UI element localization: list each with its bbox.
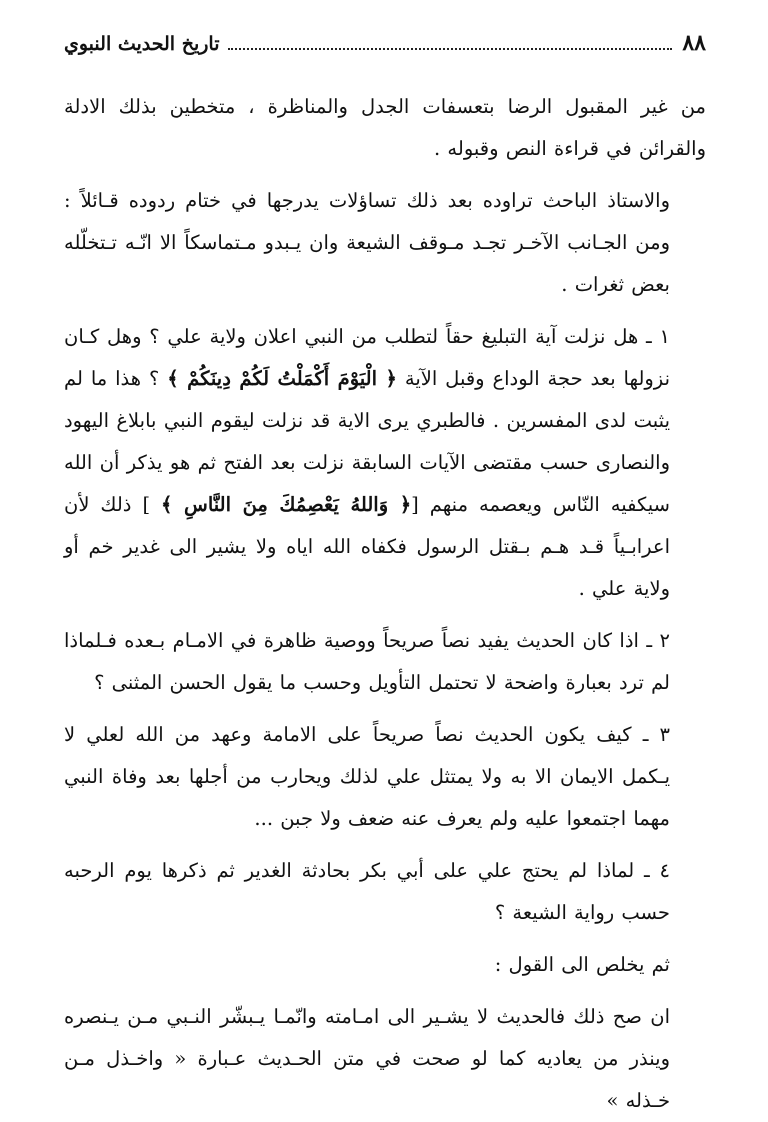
- paragraph-3-part-a: ١ ـ هل نزلت آية التبليغ حقاً لتطلب من النبي اعلان ولاية علي ؟ وهل كـان نزولها بعد حجة الوداع وقبل الآية: [64, 325, 670, 390]
- paragraph-8: ان صح ذلك فالحديث لا يشـير الى امـامته وانّمـا يـبشّر النـبي مـن يـنصره وينذر من يعاديه كما لو صحت في متن الحـديث عـبارة « واخـذل مـن خـذله »: [64, 1005, 670, 1112]
- header-dot-leader: [228, 36, 673, 50]
- paragraph-3-part-b: ؟ هذا ما لم يثبت لدى المفسرين . فالطبري يرى الاية قد نزلت ليقوم النبي بابلاغ اليهود والنصارى حسب مقتضى الآيات السابقة نزلت بعد الفتح ثم هو يذكر أن الله سيكفيه النّاس ويعصمه منهم [: [64, 367, 671, 516]
- paragraph-6-question-4: ٤ ـ لماذا لم يحتج علي على أبي بكر بحادثة الغدير ثم ذكرها يوم الرحبه حسب رواية الشيعة ؟: [64, 859, 670, 924]
- paragraph-1: من غير المقبول الرضا بتعسفات الجدل والمناظرة ، متخطين بذلك الادلة والقرائن في قراءة النص وقبوله .: [64, 95, 706, 160]
- quran-verse-1: ﴿ الْيَوْمَ أَكْمَلْتُ لَكُمْ دِينَكُمْ ﴾: [167, 367, 397, 390]
- paragraph-3-part-c: ] ذلك لأن اعرابـياً قـد هـم بـقتل الرسول فكفاه الله اياه ولا يشير الى غدير خم أو ولاية علي .: [64, 493, 670, 600]
- paragraph-2: والاستاذ الباحث تراوده بعد ذلك تساؤلات يدرجها في ختام ردوده قـائلاً : ومن الجـانب الآخـر تجـد مـوقف الشيعة وان يـبدو مـتماسكاً الا انّـه تـتخلّله بعض ثغرات .: [64, 189, 670, 296]
- paragraph-4-question-2: ٢ ـ اذا كان الحديث يفيد نصاً صريحاً ووصية ظاهرة في الامـام بـعده فـلماذا لم ترد بعبارة واضحة لا تحتمل التأويل وحسب ما يقول الحسن المثنى ؟: [64, 629, 670, 694]
- page-number: ٨٨: [682, 30, 706, 56]
- quran-verse-2: ﴿ وَاللهُ يَعْصِمُكَ مِنَ النَّاسِ ﴾: [161, 493, 412, 516]
- running-title: تاريخ الحديث النبوي: [64, 33, 220, 55]
- page-body: [64, 86, 706, 1122]
- paragraph-5-question-3: ٣ ـ كيف يكون الحديث نصاً صريحاً على الامامة وعهد من الله لعلي لا يـكمل الايمان الا به ولا يمتثل علي لذلك ويحارب من أجلها بعد وفاة النبي مهما اجتمعوا عليه ولم يعرف عنه ضعف ولا جبن ...: [64, 723, 670, 830]
- page-header: [64, 30, 706, 64]
- paragraph-3-question-1: [64, 316, 706, 610]
- paragraph-7: ثم يخلص الى القول :: [494, 953, 670, 976]
